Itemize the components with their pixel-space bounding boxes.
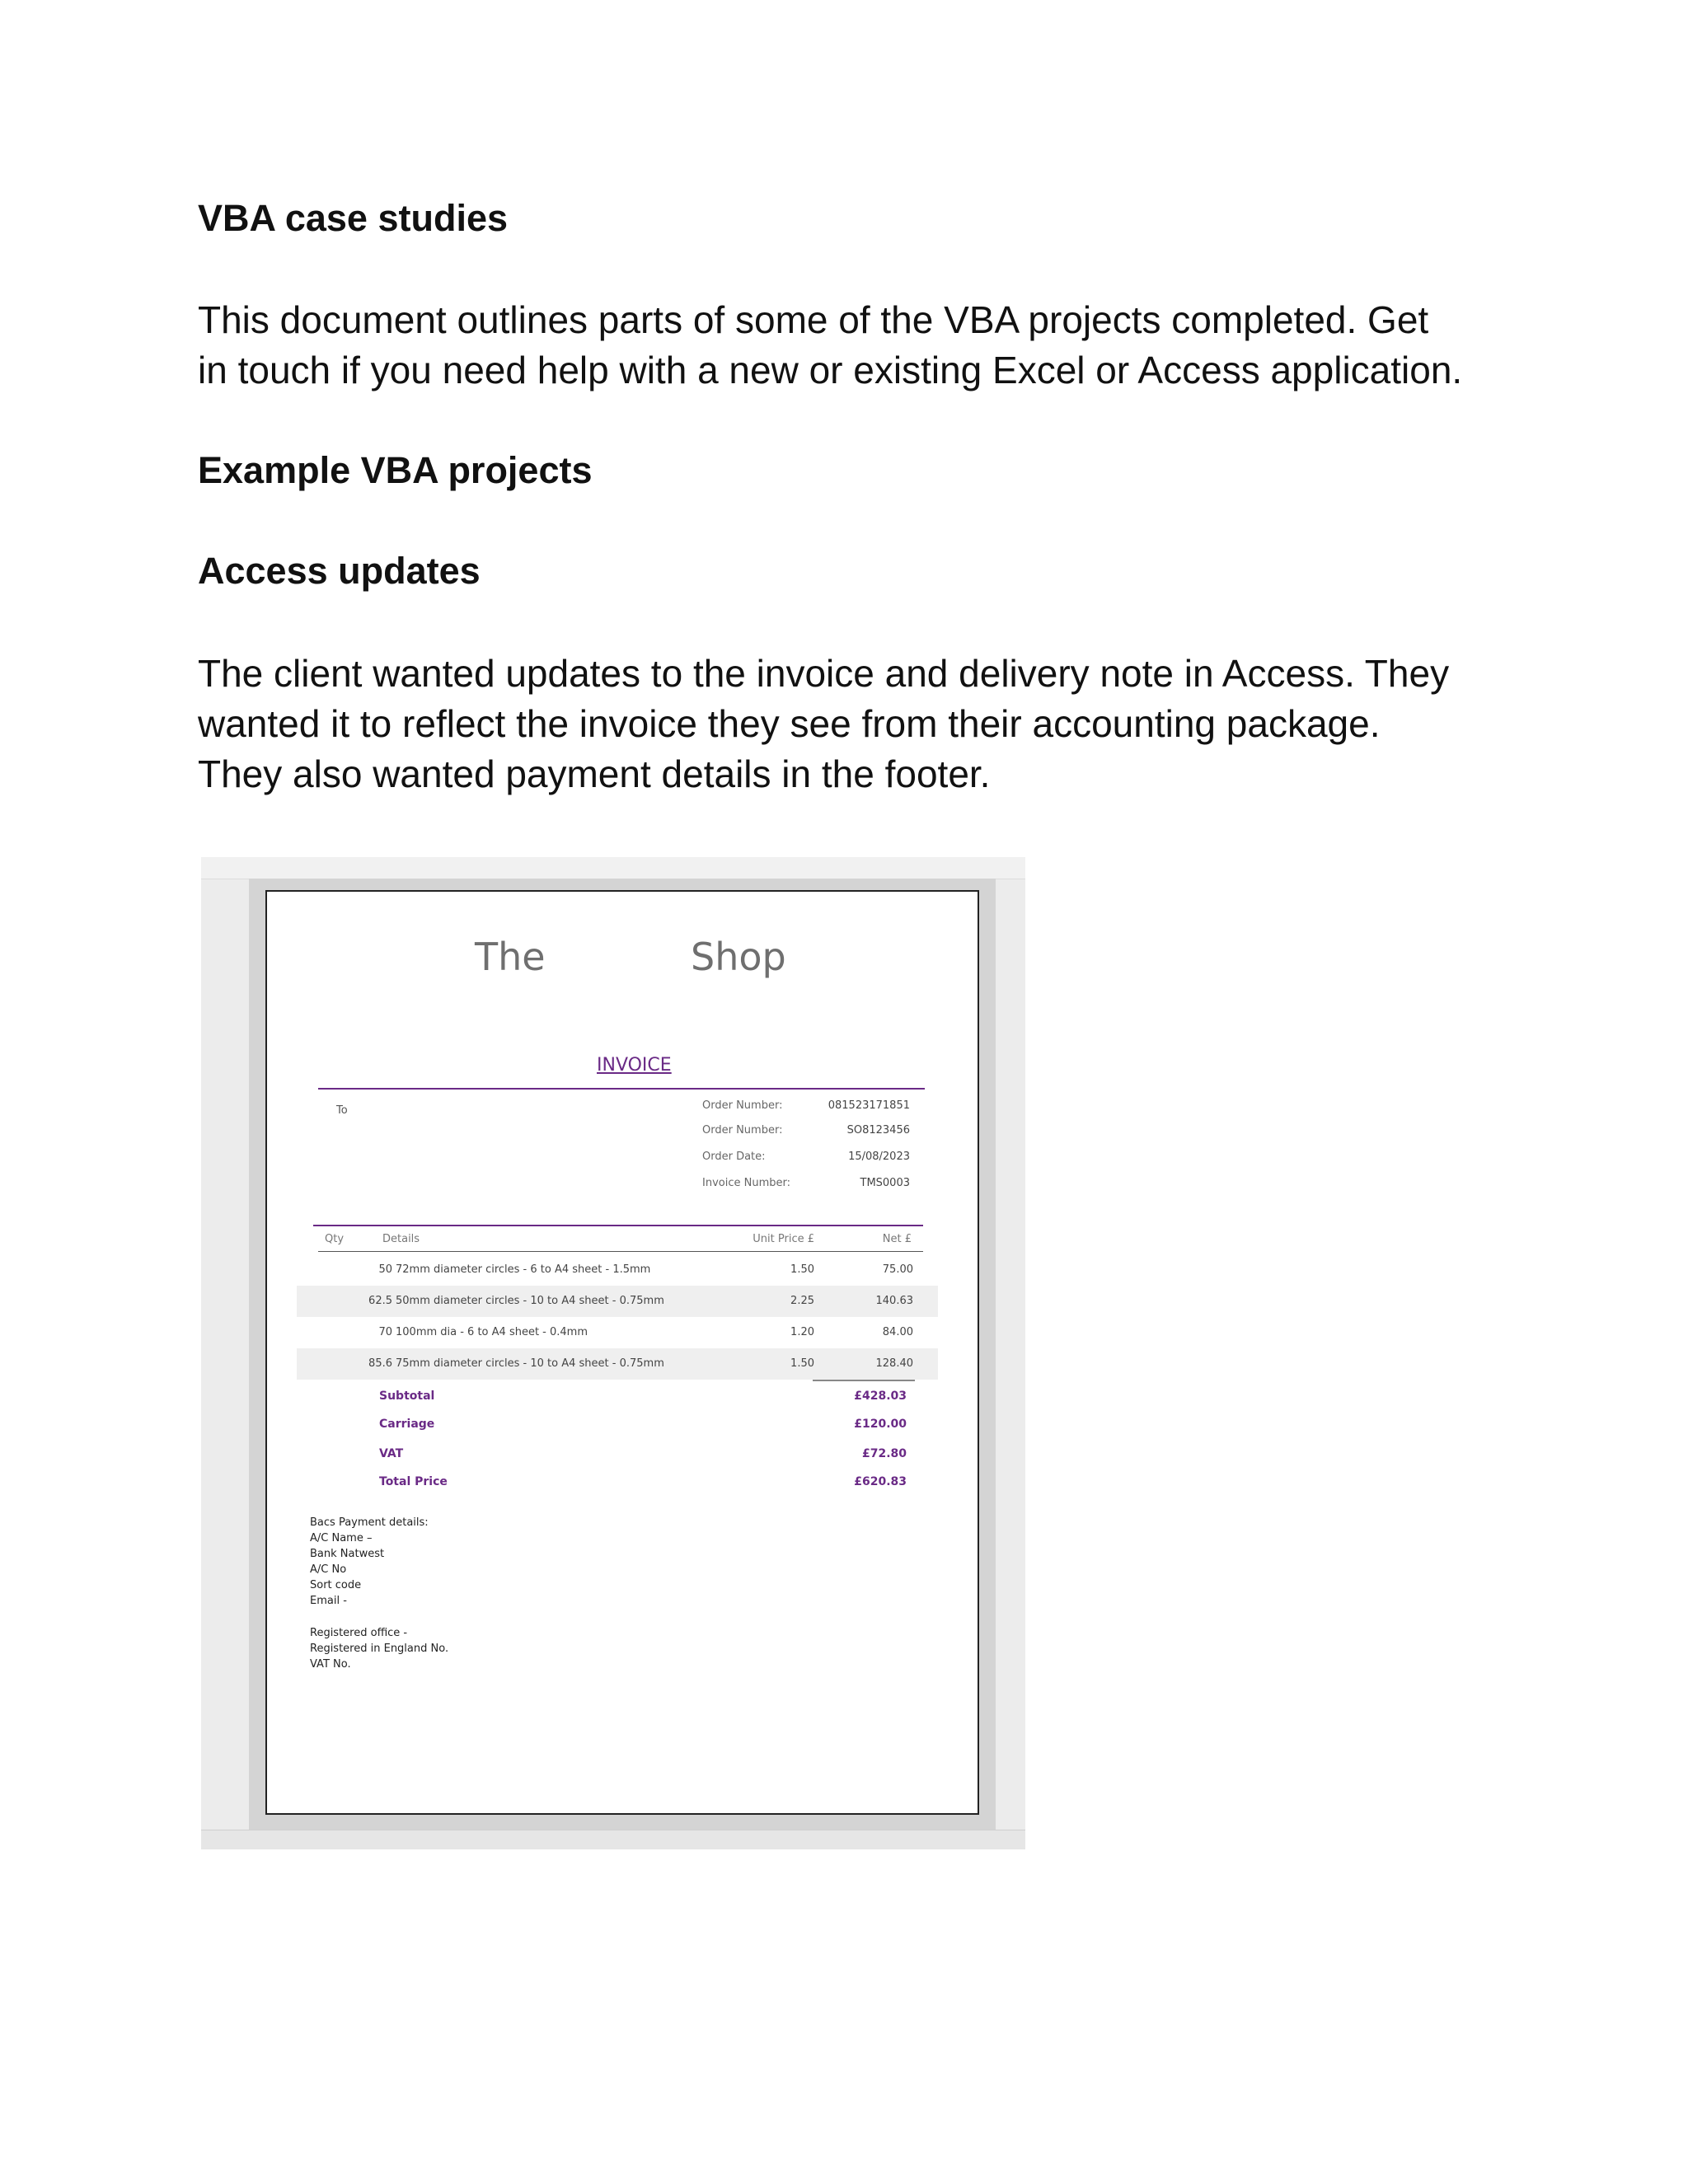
- body-line-2: wanted it to reflect the invoice they see from their accounting package.: [198, 702, 1381, 745]
- table-row: 85.6 75mm diameter circles - 10 to A4 sheet - 0.75mm 1.50 128.40: [297, 1348, 938, 1380]
- intro-line-1: This document outlines parts of some of the VBA projects completed. Get: [198, 298, 1429, 341]
- intro-paragraph: [198, 295, 1533, 396]
- invoice-screenshot: [201, 857, 1025, 1849]
- invoice-title: INVOICE: [597, 1055, 672, 1076]
- registration-details: Registered office - Registered in England No. VAT No.: [310, 1627, 449, 1671]
- table-row: 70 100mm dia - 6 to A4 sheet - 0.4mm 1.20 84.00: [378, 1326, 913, 1338]
- table-top-rule: [313, 1225, 923, 1226]
- logo-word-right: Shop: [691, 935, 786, 979]
- body-line-1: The client wanted updates to the invoice and delivery note in Access. They: [198, 652, 1450, 695]
- col-details: Details: [382, 1233, 420, 1245]
- page-title: VBA case studies: [198, 197, 508, 239]
- screenshot-bottom-strip: [201, 1830, 1025, 1849]
- table-header: [313, 1230, 923, 1251]
- col-net: Net £: [882, 1233, 912, 1245]
- title-divider: [318, 1088, 925, 1090]
- invoice-page: The Shop INVOICE To Order Number: 081523171851 Order Number: SO8123456 Order Date: 15/08/2023 Invoice Number: TMS0003 Qty Details Unit Price £ Net £ 50 72mm diameter circles - 6 to A4 sheet - 1.5mm 1.50 75.00 62.5 50mm diameter circles - 10 to A4 sheet - 0.75mm 2.25 140.63 70 100mm dia - 6 to A4 sheet - 0.4mm 1.20 84.00 85.6 75mm diameter circles - 10 to A4 sheet - 0.75mm 1.50 128.40 Subtotal £428.03 Carriage £120.00 VAT £72.80 Total Price £620.83 Bacs Payment details: A/C Name – Bank Natwest A/C No Sort code Email - Registered office - Registered in England No. VAT No.: [265, 890, 979, 1815]
- header-underline: [318, 1251, 923, 1252]
- section-heading-access-updates: Access updates: [198, 550, 481, 592]
- intro-line-2: in touch if you need help with a new or existing Excel or Access application.: [198, 349, 1463, 391]
- section-heading-examples: Example VBA projects: [198, 449, 593, 491]
- access-updates-paragraph: [198, 649, 1533, 799]
- col-unit-price: Unit Price £: [753, 1233, 814, 1245]
- screenshot-top-strip: [201, 857, 1025, 879]
- subtotal-rule: [813, 1380, 915, 1381]
- to-label: To: [336, 1104, 348, 1117]
- col-qty: Qty: [325, 1233, 345, 1245]
- logo-word-left: The: [475, 935, 546, 979]
- table-row: 62.5 50mm diameter circles - 10 to A4 sheet - 0.75mm 2.25 140.63: [297, 1286, 938, 1317]
- table-row: 50 72mm diameter circles - 6 to A4 sheet - 1.5mm 1.50 75.00: [378, 1263, 913, 1276]
- body-line-3: They also wanted payment details in the footer.: [198, 752, 991, 795]
- payment-details: Bacs Payment details: A/C Name – Bank Natwest A/C No Sort code Email -: [310, 1516, 429, 1607]
